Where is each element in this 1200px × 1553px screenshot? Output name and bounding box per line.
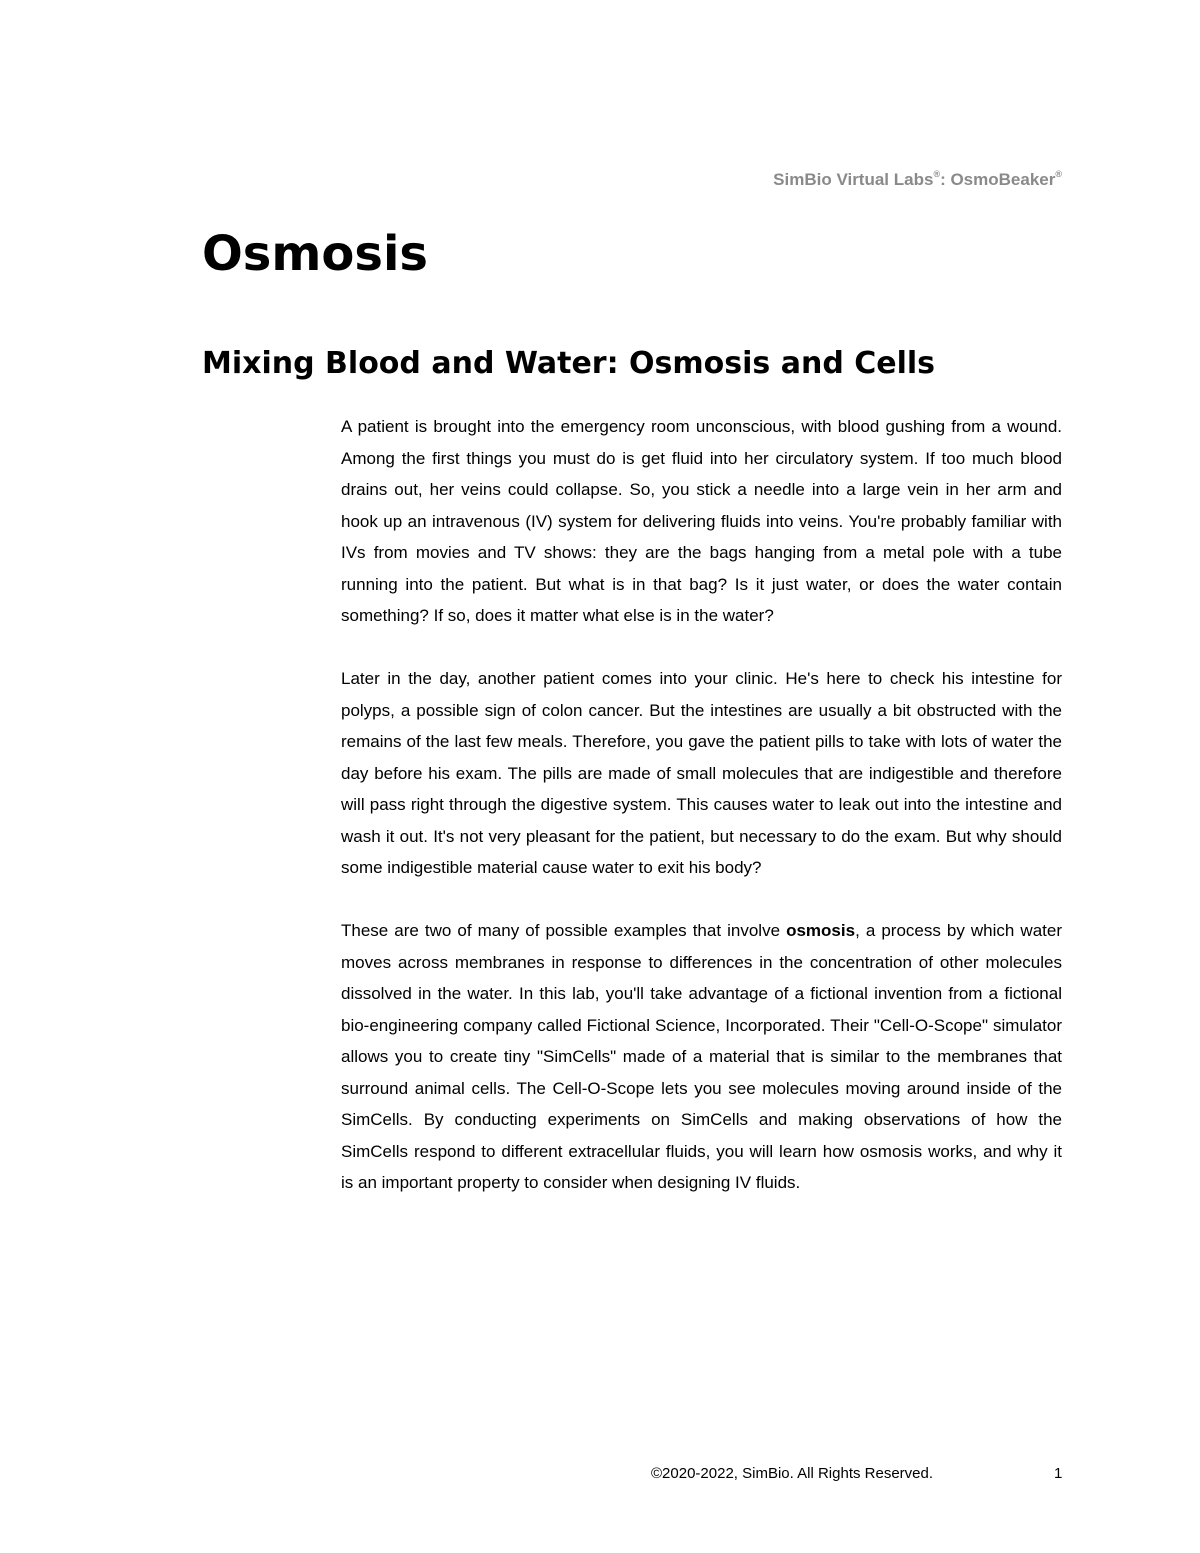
document-title: Osmosis: [202, 226, 428, 282]
footer-copyright: ©2020-2022, SimBio. All Rights Reserved.: [651, 1465, 934, 1482]
running-header-module: : OsmoBeaker: [940, 170, 1056, 189]
paragraph-colon-patient: Later in the day, another patient comes into your clinic. He's here to check his intestine for polyps, a possible sign of colon cancer. But the intestines are usually a bit obstructed with the remains of the last few meals. Therefore, you gave the patient pills to take with lots of water the day before his exam. The pills are made of small molecules that are indigestible and therefore will pass right through the digestive system. This causes water to leak out into the intestine and wash it out. It's not very pleasant for the patient, but necessary to do the exam. But why should some indigestible material cause water to exit his body?: [341, 669, 1062, 877]
running-header: [773, 170, 1062, 190]
paragraph-osmosis-intro: [341, 915, 1062, 1199]
body-text: [341, 411, 1062, 1199]
section-heading: Mixing Blood and Water: Osmosis and Cells: [202, 346, 936, 381]
registered-mark: ®: [933, 169, 941, 179]
paragraph-iv-patient: A patient is brought into the emergency room unconscious, with blood gushing from a wound. Among the first things you must do is get fluid into her circulatory system. If too much blood drains out, her veins could collapse. So, you stick a needle into a large vein in her arm and hook up an intravenous (IV) system for delivering fluids into veins. You're probably familiar with IVs from movies and TV shows: they are the bags hanging from a metal pole with a tube running into the patient. But what is in that bag? Is it just water, or does the water contain something? If so, does it matter what else is in the water?: [341, 417, 1062, 625]
paragraph-text: These are two of many of possible examples that involve: [341, 921, 787, 940]
page-number: 1: [1054, 1465, 1063, 1482]
paragraph-text: , a process by which water moves across membranes in response to differences in the concentration of other molecules dissolved in the water. In this lab, you'll take advantage of a fictional invention from a fictional bio-engineering company called Fictional Science, Incorporated. Their "Cell-O-Scope" simulator allows you to create tiny "SimCells" made of a material that is similar to the membranes that surround animal cells. The Cell-O-Scope lets you see molecules moving around inside of the SimCells. By conducting experiments on SimCells and making observations of how the SimCells respond to different extracellular fluids, you will learn how osmosis works, and why it is an important property to consider when designing IV fluids.: [341, 921, 1062, 1192]
registered-mark: ®: [1055, 169, 1062, 179]
running-header-product: SimBio Virtual Labs: [773, 170, 934, 189]
osmosis-term: osmosis: [786, 921, 856, 940]
